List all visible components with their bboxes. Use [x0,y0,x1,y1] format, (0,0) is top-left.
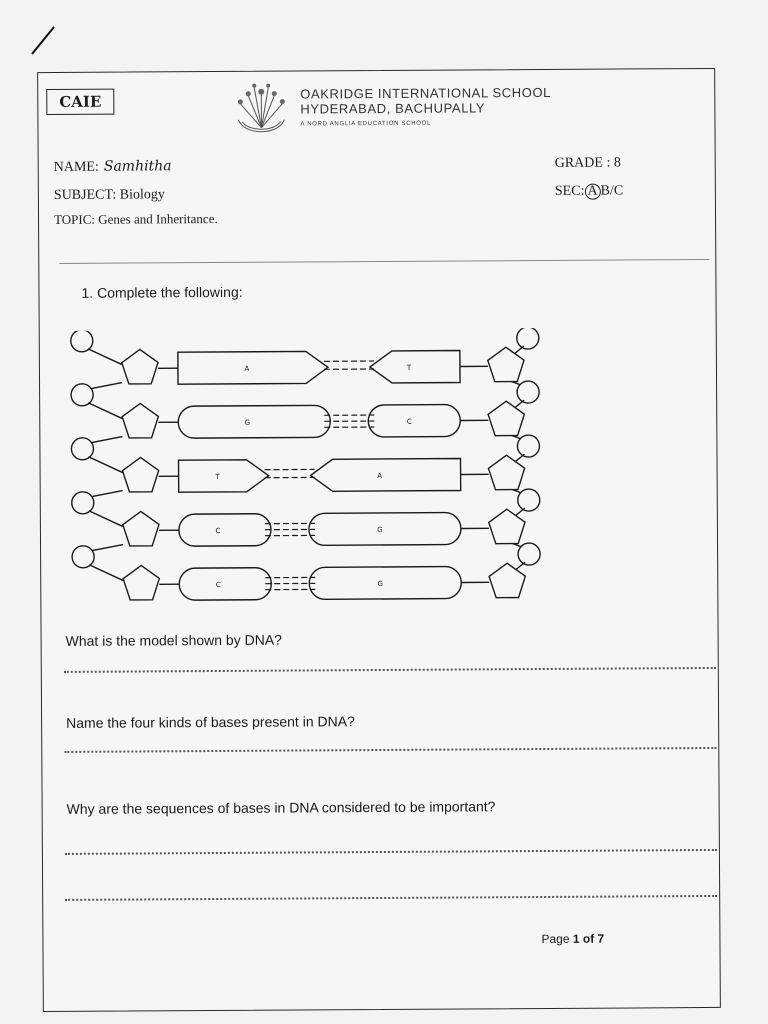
sugar-right [488,347,524,382]
base-t-shape [370,351,460,384]
board-label: CAIE [46,89,114,115]
base-letter: A [244,364,250,373]
base-a-shape [178,351,328,384]
answer-line-3[interactable] [65,849,717,855]
answer-line-1[interactable] [64,667,716,673]
school-logo-icon [230,80,292,138]
name-row [54,152,218,182]
sugar-left [123,511,159,546]
grade-row [555,150,623,178]
dna-ladder-diagram [60,328,542,621]
question-1-number: 1. [81,284,94,301]
page-of: of [582,931,595,946]
question-base-sequence: Why are the sequences of bases in DNA considered to be important? [66,798,496,817]
pen-tick-mark [30,24,60,58]
base-letter: C [215,580,221,589]
backbone-bond-left [90,383,122,389]
worksheet-page [37,68,721,1012]
page-word: Page [541,931,570,947]
answer-line-2[interactable] [64,747,716,753]
sugar-left [122,457,158,492]
school-name: OAKRIDGE INTERNATIONAL SCHOOL [300,84,552,102]
backbone-bond-left [90,437,122,443]
sugar-left [122,349,158,384]
subject-value: Biology [119,187,165,203]
base-g-shape [178,405,330,438]
section-label: SEC: [554,183,585,199]
base-c-shape [179,514,271,547]
sugar-right [489,563,525,598]
name-label: NAME: [53,159,99,175]
base-t-shape [179,460,269,493]
class-info [555,150,624,206]
base-letter: G [377,525,383,535]
base-c-shape [179,568,271,601]
phosphate-left [71,384,93,406]
page-current: 1 [572,931,580,946]
base-g-shape [309,512,461,545]
sugar-right [488,401,524,436]
section-options: B/C [600,183,624,199]
school-header [300,85,551,128]
grade-label: GRADE : [554,155,611,171]
phosphate-right [517,381,539,403]
topic-row [54,209,218,230]
backbone-bond-left [89,565,123,581]
header-divider [59,259,709,264]
backbone-bond-left [88,403,122,419]
base-letter: C [215,526,221,535]
phosphate-left [71,330,93,352]
topic-label: TOPIC: [53,211,96,227]
phosphate-right [517,328,539,349]
phosphate-left [72,492,94,514]
school-tagline: A NORD ANGLIA EDUCATION SCHOOL [300,120,432,128]
backbone-bond-left [88,349,122,365]
phosphate-left [72,546,94,568]
section-selected: A [584,184,600,200]
name-value: Samhitha [103,158,172,175]
base-letter: G [377,579,384,589]
question-1-instruction: Complete the following: [97,283,243,301]
phosphate-right [517,435,539,457]
grade-value: 8 [613,155,621,171]
sugar-right [489,509,525,544]
backbone-bond-left [88,457,122,473]
question-four-bases: Name the four kinds of bases present in DNA? [66,713,355,731]
base-letter: C [406,417,412,426]
backbone-bond-left [91,545,123,551]
phosphate-right [518,543,540,565]
question-1-heading [81,284,242,301]
sugar-left [122,403,158,438]
backbone-bond-left [89,511,123,527]
base-letter: A [377,471,383,481]
page-total: 7 [597,931,605,946]
school-location: HYDERABAD, BACHUPALLY [300,100,486,117]
topic-value: Genes and Inheritance. [98,210,218,227]
phosphate-right [518,489,540,511]
base-c-shape [368,405,460,438]
question-dna-model: What is the model shown by DNA? [65,631,282,649]
subject-row [54,181,218,210]
sugar-left [123,565,159,600]
subject-label: SUBJECT: [53,187,117,203]
sugar-right [488,455,524,490]
base-a-shape [311,459,461,492]
student-info [54,152,218,230]
answer-line-4[interactable] [65,895,717,901]
base-letter: T [215,472,220,481]
backbone-bond-left [91,491,123,497]
phosphate-left [71,438,93,460]
page-number [541,932,604,946]
base-letter: G [244,418,251,427]
base-g-shape [309,566,461,599]
base-letter: T [406,363,412,372]
section-row [555,178,623,206]
